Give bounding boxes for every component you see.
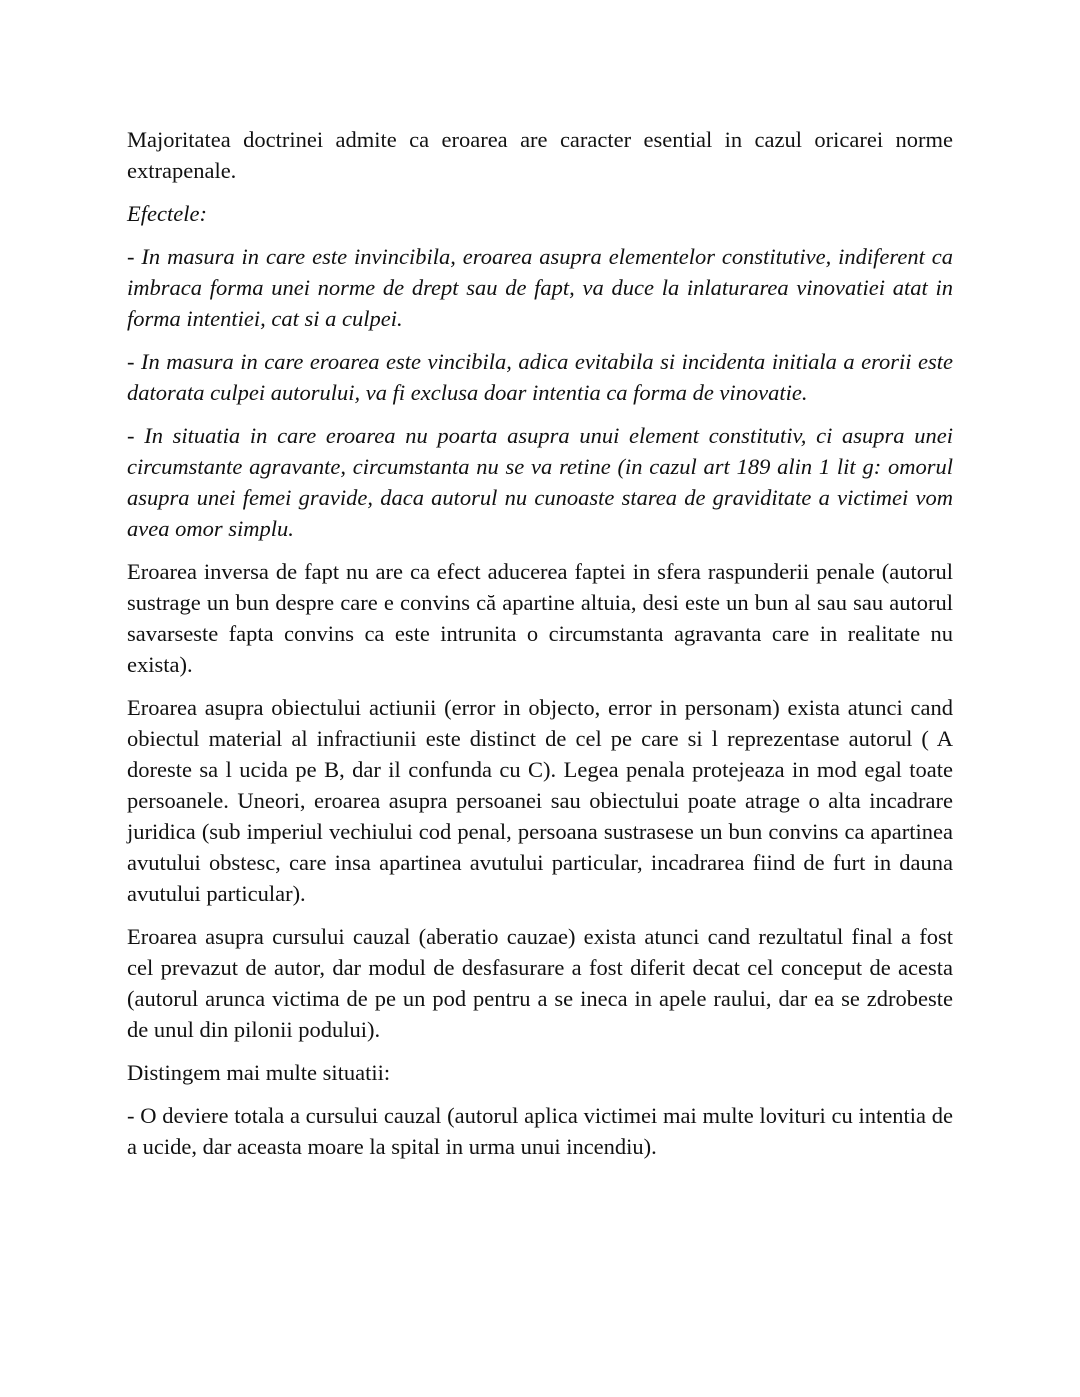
paragraph-eroarea-inversa: Eroarea inversa de fapt nu are ca efect aducerea faptei in sfera raspunderii penale (autorul sustrage un bun despre care e convins că apartine altuia, desi este un bun al sau sau autorul savarseste fapta convins ca este intrunita o circumstanta agravanta care in realitate nu exista).	[127, 559, 953, 677]
paragraph-circumstanta: - In situatia in care eroarea nu poarta asupra unui element constitutiv, ci asupra unei circumstante agravante, circumstanta nu se va retine (in cazul art 189 alin 1 lit g: omorul asupra unei femei gravide, daca autorul nu cunoaste starea de graviditate a victimei vom avea omor simplu.	[127, 423, 953, 541]
paragraph-vincibila: - In masura in care eroarea este vincibila, adica evitabila si incidenta initiala a erorii este datorata culpei autorului, va fi exclusa doar intentia ca forma de vinovatie.	[127, 349, 953, 405]
paragraph-error-in-objecto: Eroarea asupra obiectului actiunii (error in objecto, error in personam) exista atunci cand obiectul material al infractiunii este distinct de cel pe care si l reprezentase autorul ( A doreste sa l ucida pe B, dar il confunda cu C). Legea penala protejeaza in mod egal toate persoanele. Uneori, eroarea asupra persoanei sau obiectului poate atrage o alta incadrare juridica (sub imperiul vechiului cod penal, persoana sustrasese un bun convins ca apartinea avutului obstesc, care insa apartinea avutului particular, incadrarea fiind de furt in dauna avutului particular).	[127, 695, 953, 906]
paragraph-aberatio-cauzae: Eroarea asupra cursului cauzal (aberatio cauzae) exista atunci cand rezultatul final a fost cel prevazut de autor, dar modul de desfasurare a fost diferit decat cel conceput de acesta (autorul arunca victima de pe un pod pentru a se ineca in apele raului, dar ea se zdrobeste de unul din pilonii podului).	[127, 924, 953, 1042]
paragraph-intro: Majoritatea doctrinei admite ca eroarea are caracter esential in cazul oricarei norme extrapenale.	[127, 127, 953, 183]
paragraph-invincibila: - In masura in care este invincibila, eroarea asupra elementelor constitutive, indiferent ca imbraca forma unei norme de drept sau de fapt, va duce la inlaturarea vinovatiei atat in forma intentiei, cat si a culpei.	[127, 244, 953, 331]
heading-efectele: Efectele:	[127, 201, 207, 226]
paragraph-deviere-totala: - O deviere totala a cursului cauzal (autorul aplica victimei mai multe lovituri cu intentia de a ucide, dar aceasta moare la spital in urma unui incendiu).	[127, 1103, 953, 1159]
document-page	[127, 124, 953, 1174]
paragraph-distingem: Distingem mai multe situatii:	[127, 1060, 391, 1085]
